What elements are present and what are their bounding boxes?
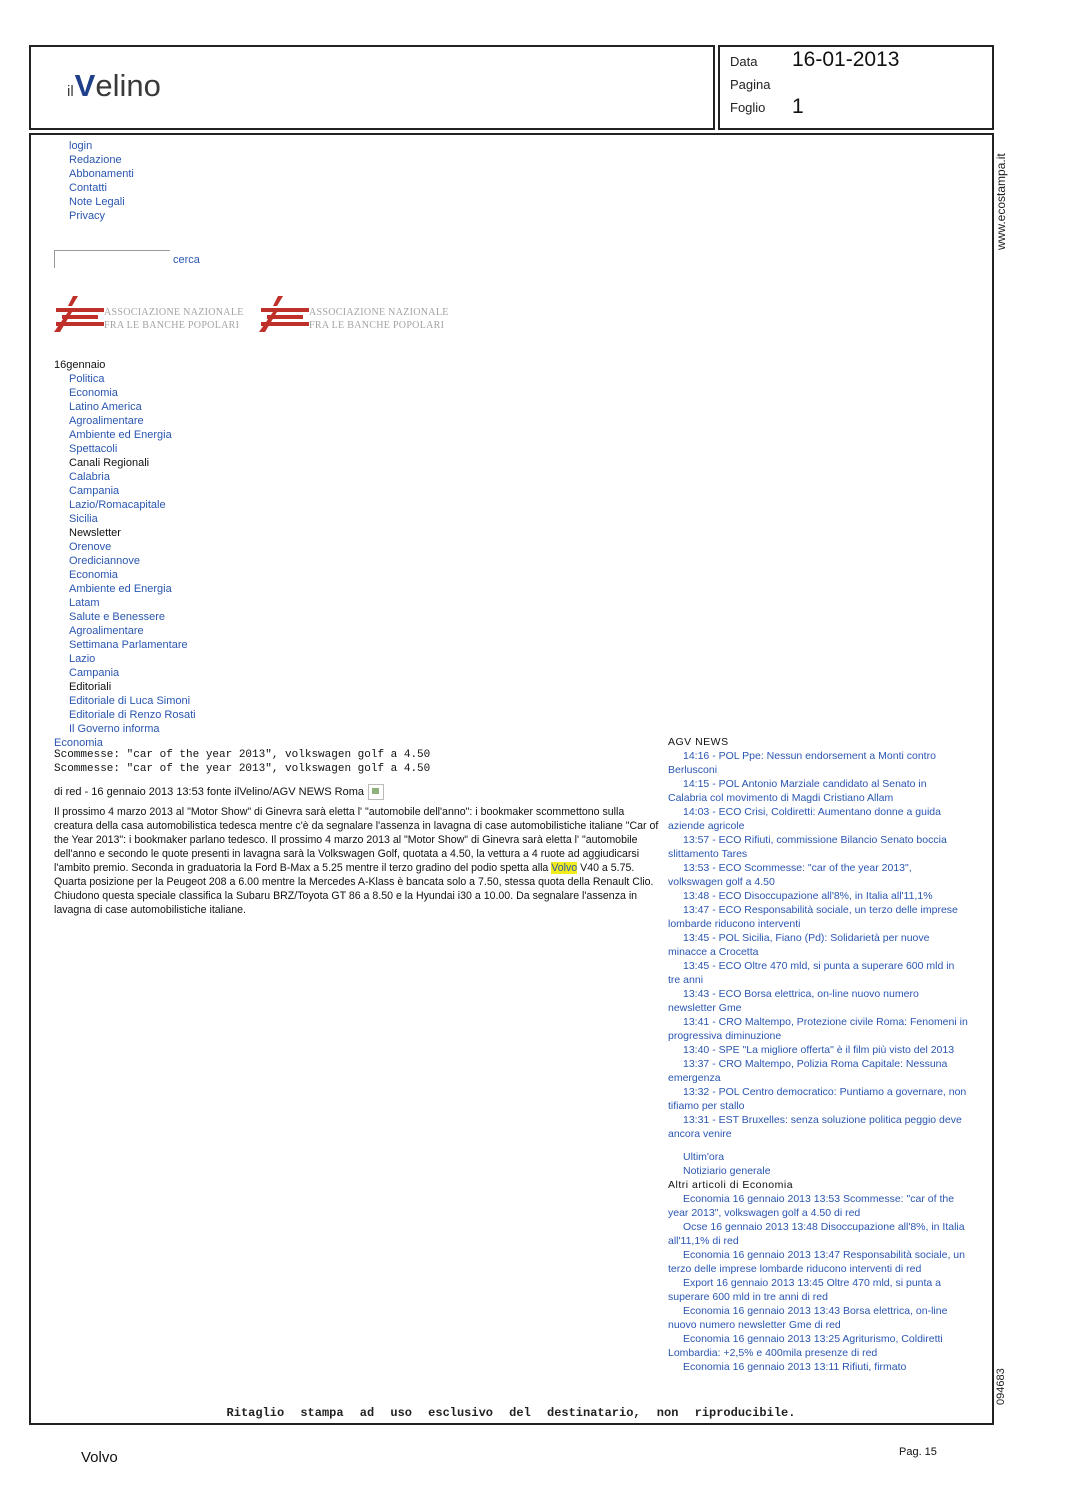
footer-disclaimer: Ritaglio stampa ad uso esclusivo del destinatario, non riproducibile. [226, 1406, 796, 1420]
il-velino-logo: ilVelino [67, 68, 161, 103]
agv-news-list [668, 749, 968, 1141]
agv-news-item[interactable]: 13:45 - ECO Oltre 470 mld, si punta a superare 600 mld in tre anni [668, 960, 955, 986]
agv-news-item[interactable]: 13:31 - EST Bruxelles: senza soluzione politica peggio deve ancora venire [668, 1114, 962, 1140]
nav-link[interactable]: Campania [69, 485, 120, 497]
agv-news-item[interactable]: 13:45 - POL Sicilia, Fiano (Pd): Solidarietà per nuove minacce a Crocetta [668, 932, 930, 958]
nav-link[interactable]: Settimana Parlamentare [69, 639, 188, 651]
nav-link[interactable]: Latino America [69, 401, 142, 413]
search-input[interactable] [54, 250, 170, 268]
highlight-volvo[interactable]: Volvo [551, 862, 578, 874]
nav-link[interactable]: Spettacoli [69, 443, 118, 455]
banche-popolari-banner-2[interactable] [259, 292, 459, 334]
nav-link[interactable]: Politica [69, 373, 105, 385]
altri-articolo-item[interactable]: Export 16 gennaio 2013 13:45 Oltre 470 mld, si punta a superare 600 mld in tre anni di red [668, 1277, 942, 1303]
nav-link[interactable]: Lazio/Romacapitale [69, 499, 166, 511]
altri-articolo-item[interactable]: Economia 16 gennaio 2013 13:25 Agriturismo, Coldiretti Lombardia: +2,5% e 400mila presenze di red [668, 1333, 943, 1359]
nav-link[interactable]: Lazio [69, 653, 96, 665]
agv-news-item[interactable]: 13:41 - CRO Maltempo, Protezione civile Roma: Fenomeni in progressiva diminuzione [668, 1016, 968, 1042]
article-title: Scommesse: "car of the year 2013", volkswagen golf a 4.50 [54, 749, 431, 761]
agv-news-item[interactable]: 14:16 - POL Ppe: Nessun endorsement a Monti contro Berlusconi [668, 750, 936, 776]
nav-date: 16gennaio [54, 359, 106, 371]
article-title-repeat: Scommesse: "car of the year 2013", volkswagen golf a 4.50 [54, 763, 431, 775]
nav-group-label: Editoriali [69, 681, 112, 693]
banner-text: ASSOCIAZIONE NAZIONALE FRA LE BANCHE POPOLARI [104, 307, 244, 331]
agv-news-item[interactable]: 13:48 - ECO Disoccupazione all'8%, in Italia all'11,1% [683, 890, 933, 902]
nav-link[interactable]: Sicilia [69, 513, 98, 525]
foglio-value: 1 [792, 95, 804, 118]
agv-news-item[interactable]: 13:43 - ECO Borsa elettrica, on-line nuovo numero newsletter Gme [668, 988, 919, 1014]
search-button[interactable]: cerca [173, 254, 200, 266]
nav-link[interactable]: Ambiente ed Energia [69, 583, 172, 595]
banche-popolari-banner[interactable] [54, 292, 254, 334]
pagina-label: Pagina [730, 77, 771, 92]
link-notiziario-generale[interactable]: Notiziario generale [683, 1165, 771, 1177]
altri-articolo-item[interactable]: Economia 16 gennaio 2013 13:43 Borsa elettrica, on-line nuovo numero newsletter Gme di red [668, 1305, 948, 1331]
image-icon[interactable] [368, 784, 384, 800]
footer-keyword: Volvo [81, 1449, 118, 1466]
banner-text: ASSOCIAZIONE NAZIONALE FRA LE BANCHE POPOLARI [309, 307, 449, 331]
altri-articolo-item[interactable]: Economia 16 gennaio 2013 13:47 Responsabilità sociale, un terzo delle imprese lombarde riducono interventi di red [668, 1249, 965, 1275]
nav-section-economia[interactable]: Economia [54, 737, 103, 749]
agv-news-heading: AGV NEWS [668, 736, 729, 748]
top-menu [69, 139, 134, 223]
data-value: 16-01-2013 [792, 48, 900, 71]
ecostampa-url: www.ecostampa.it [994, 153, 1008, 250]
menu-login[interactable]: login [69, 140, 93, 152]
article-body: Il prossimo 4 marzo 2013 al "Motor Show" di Ginevra sarà eletta l' "automobile dell'anno": i bookmaker scommettono sulla creatura della casa automobilistica tedesca mentre c'è da segnalare l'assenza in lavagna di case automobilistiche italiane "Car of the Year 2013": i bookmaker parlano tedesco. Il prossimo 4 marzo 2013 al "Motor Show" di Ginevra sarà eletta l' "automobile dell'anno e secondo le quote presenti in lavagna sarà la Volkswagen Golf, quotata a 4.50, la vettura a 4 ruote ad aggiudicarsi l'ambito premio. Seconda in graduatoria la Ford B-Max a 5.25 mentre il terzo gradino del podio spetta alla Volvo V40 a 5.75. Quarta posizione per la Peugeot 208 a 6.00 mentre la Mercedes A-Klass è bancata solo a 7.50, stessa quota della Renault Clio. Chiudono questa speciale classifica la Subaru BRZ/Toyota GT 86 a 8.50 e la Hyundai i30 a 10.00. Da segnalare l'assenza in lavagna di case automobilistiche italiane. [54, 806, 659, 916]
nav-link[interactable]: Agroalimentare [69, 415, 144, 427]
menu-contatti[interactable]: Contatti [69, 182, 107, 194]
agv-news-item[interactable]: 13:40 - SPE "La migliore offerta" è il film più visto del 2013 [683, 1044, 955, 1056]
agv-news-item[interactable]: 14:15 - POL Antonio Marziale candidato al Senato in Calabria col movimento di Magdi Cristiano Allam [668, 778, 927, 804]
menu-note-legali[interactable]: Note Legali [69, 196, 125, 208]
nav-link[interactable]: Salute e Benessere [69, 611, 166, 623]
data-label: Data [730, 54, 758, 69]
foglio-label: Foglio [730, 100, 766, 115]
nav-link[interactable]: Editoriale di Renzo Rosati [69, 709, 196, 721]
agv-news-item[interactable]: 14:03 - ECO Crisi, Coldiretti: Aumentano donne a guida aziende agricole [668, 806, 941, 832]
nav-link[interactable]: Latam [69, 597, 100, 609]
nav-link[interactable]: Economia [69, 569, 118, 581]
nav-link[interactable]: Agroalimentare [69, 625, 144, 637]
nav-link[interactable]: Il Governo informa [69, 723, 160, 735]
agv-news-item[interactable]: 13:53 - ECO Scommesse: "car of the year 2013", volkswagen golf a 4.50 [668, 862, 912, 888]
nav-group-label: Canali Regionali [69, 457, 150, 469]
altri-articolo-item[interactable]: Ocse 16 gennaio 2013 13:48 Disoccupazione all'8%, in Italia all'11,1% di red [668, 1221, 965, 1247]
agv-news-item[interactable]: 13:47 - ECO Responsabilità sociale, un terzo delle imprese lombarde riducono interventi [668, 904, 958, 930]
agv-news-item[interactable]: 13:32 - POL Centro democratico: Puntiamo a governare, non tifiamo per stallo [668, 1086, 967, 1112]
document-code: 094683 [995, 1368, 1007, 1405]
nav-link[interactable]: Economia [69, 387, 118, 399]
agv-news-column [668, 735, 968, 1374]
nav-group-label: Newsletter [69, 527, 121, 539]
spacer [668, 1141, 968, 1150]
banche-popolari-logo-icon [259, 292, 311, 334]
altri-articolo-item[interactable]: Economia 16 gennaio 2013 13:11 Rifiuti, firmato [683, 1361, 907, 1373]
nav-link[interactable]: Calabria [69, 471, 110, 483]
altri-articoli-heading: Altri articoli di Economia [668, 1179, 794, 1191]
nav-link[interactable]: Orenove [69, 541, 112, 553]
banche-popolari-logo-icon [54, 292, 106, 334]
menu-abbonamenti[interactable]: Abbonamenti [69, 168, 134, 180]
altri-articolo-item[interactable]: Economia 16 gennaio 2013 13:53 Scommesse: "car of the year 2013", volkswagen golf a 4.50 di red [668, 1193, 955, 1219]
altri-articoli-list [668, 1192, 968, 1374]
nav-link[interactable]: Campania [69, 667, 120, 679]
menu-privacy[interactable]: Privacy [69, 210, 106, 222]
nav-link[interactable]: Ambiente ed Energia [69, 429, 172, 441]
footer-page: Pag. 15 [899, 1446, 937, 1458]
section-nav [54, 358, 196, 750]
nav-link[interactable]: Editoriale di Luca Simoni [69, 695, 191, 707]
article-byline: di red - 16 gennaio 2013 13:53 fonte ilVelino/AGV NEWS Roma [54, 784, 384, 800]
agv-news-item[interactable]: 13:37 - CRO Maltempo, Polizia Roma Capitale: Nessuna emergenza [668, 1058, 948, 1084]
agv-news-item[interactable]: 13:57 - ECO Rifiuti, commissione Bilancio Senato boccia slittamento Tares [668, 834, 947, 860]
link-ultimora[interactable]: Ultim'ora [683, 1151, 725, 1163]
nav-link[interactable]: Orediciannove [69, 555, 140, 567]
nav-items [54, 372, 196, 736]
menu-redazione[interactable]: Redazione [69, 154, 122, 166]
